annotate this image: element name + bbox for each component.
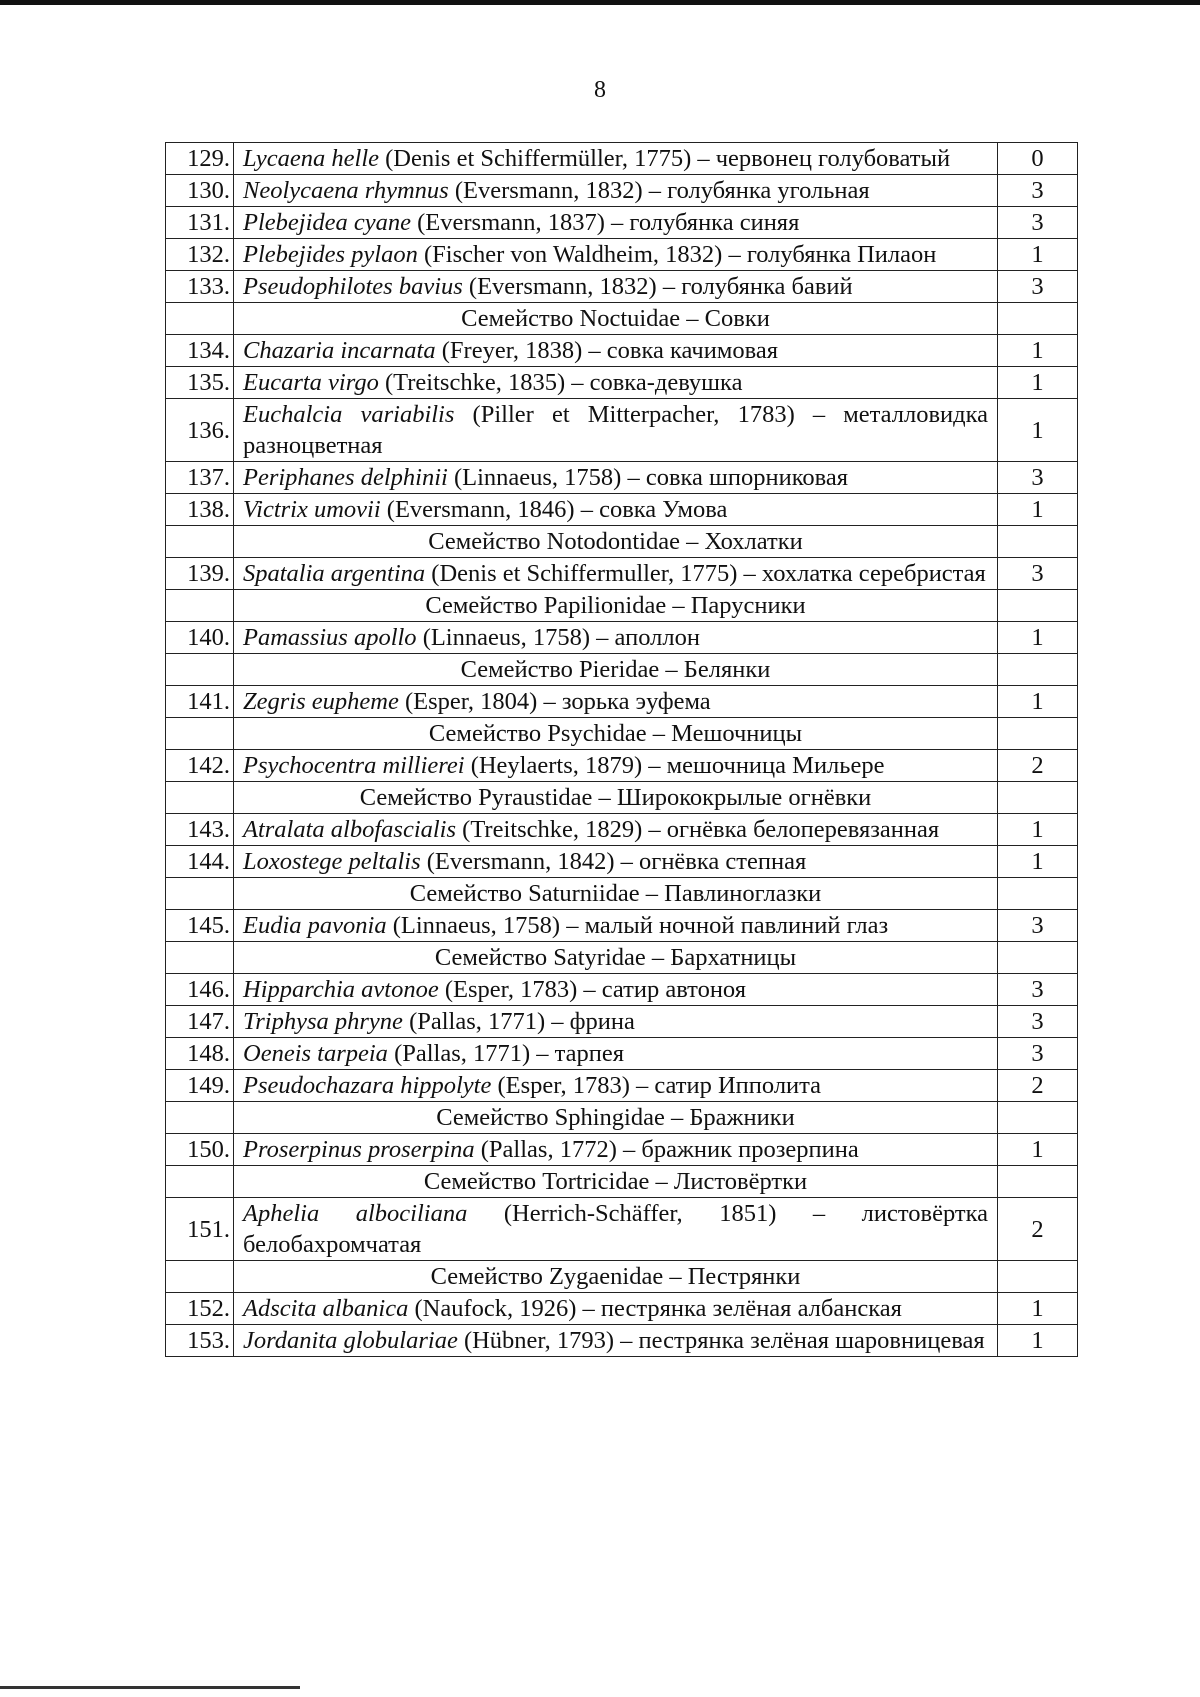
latin-name: Zegris eupheme <box>243 688 399 715</box>
author-and-common-name: (Eversmann, 1837) – голубянка синяя <box>411 209 800 236</box>
empty-category-cell <box>998 1166 1078 1198</box>
rarity-category: 1 <box>998 367 1078 399</box>
latin-name: Chazaria incarnata <box>243 337 436 364</box>
family-row <box>166 782 1078 814</box>
rarity-category: 3 <box>998 1038 1078 1070</box>
empty-category-cell <box>998 303 1078 335</box>
empty-number-cell <box>166 718 234 750</box>
empty-number-cell <box>166 1166 234 1198</box>
species-row <box>166 271 1078 303</box>
rarity-category: 3 <box>998 1006 1078 1038</box>
empty-number-cell <box>166 878 234 910</box>
row-number: 130. <box>166 175 234 207</box>
rarity-category: 1 <box>998 399 1078 462</box>
latin-name: Plebejides pylaon <box>243 241 418 268</box>
family-name: Семейство Tortricidae – Листовёртки <box>234 1166 998 1198</box>
species-name <box>234 271 998 303</box>
row-number: 138. <box>166 494 234 526</box>
row-number: 129. <box>166 143 234 175</box>
rarity-category: 1 <box>998 814 1078 846</box>
species-row <box>166 974 1078 1006</box>
species-name <box>234 974 998 1006</box>
species-row <box>166 367 1078 399</box>
species-name <box>234 686 998 718</box>
species-name <box>234 1134 998 1166</box>
species-name <box>234 239 998 271</box>
author-and-common-name: (Linnaeus, 1758) – аполлон <box>416 624 700 651</box>
species-row <box>166 558 1078 590</box>
author-and-common-name: (Pallas, 1771) – фрина <box>402 1008 635 1035</box>
latin-name: Euchalcia variabilis <box>243 401 455 428</box>
species-name <box>234 143 998 175</box>
empty-category-cell <box>998 590 1078 622</box>
latin-name: Eudia pavonia <box>243 912 387 939</box>
species-row <box>166 1293 1078 1325</box>
species-row <box>166 399 1078 462</box>
empty-number-cell <box>166 782 234 814</box>
latin-name: Pseudophilotes bavius <box>243 273 463 300</box>
rarity-category: 3 <box>998 910 1078 942</box>
latin-name: Atralata albofascialis <box>243 816 457 843</box>
family-name: Семейство Psychidae – Мешочницы <box>234 718 998 750</box>
species-name <box>234 1293 998 1325</box>
family-row <box>166 942 1078 974</box>
row-number: 147. <box>166 1006 234 1038</box>
row-number: 152. <box>166 1293 234 1325</box>
species-name <box>234 367 998 399</box>
rarity-category: 3 <box>998 271 1078 303</box>
author-and-common-name: (Pallas, 1771) – тарпея <box>387 1040 625 1067</box>
row-number: 133. <box>166 271 234 303</box>
rarity-category: 1 <box>998 239 1078 271</box>
author-and-common-name: (Esper, 1783) – сатир Ипполита <box>491 1072 822 1099</box>
author-and-common-name: (Esper, 1804) – зорька эуфема <box>398 688 711 715</box>
family-row <box>166 718 1078 750</box>
species-row <box>166 1325 1078 1357</box>
family-name: Семейство Zygaenidae – Пестрянки <box>234 1261 998 1293</box>
latin-name: Jordanita globulariae <box>243 1327 458 1354</box>
species-name <box>234 750 998 782</box>
species-row <box>166 1038 1078 1070</box>
row-number: 146. <box>166 974 234 1006</box>
rarity-category: 1 <box>998 1325 1078 1357</box>
species-row <box>166 494 1078 526</box>
empty-number-cell <box>166 303 234 335</box>
empty-category-cell <box>998 1261 1078 1293</box>
author-and-common-name: (Naufock, 1926) – пестрянка зелёная албанская <box>408 1295 902 1322</box>
latin-name: Hipparchia avtonoe <box>243 976 439 1003</box>
row-number: 149. <box>166 1070 234 1102</box>
species-row <box>166 143 1078 175</box>
species-name <box>234 1325 998 1357</box>
latin-name: Lycaena helle <box>243 145 380 172</box>
latin-name: Pamassius apollo <box>243 624 417 651</box>
species-name <box>234 335 998 367</box>
page-number: 8 <box>594 77 606 103</box>
latin-name: Loxostege peltalis <box>243 848 421 875</box>
author-and-common-name: (Pallas, 1772) – бражник прозерпина <box>474 1136 859 1163</box>
species-row <box>166 686 1078 718</box>
row-number: 132. <box>166 239 234 271</box>
family-name: Семейство Noctuidae – Совки <box>234 303 998 335</box>
species-row <box>166 462 1078 494</box>
author-and-common-name: (Denis et Schiffermüller, 1775) – червонец голубоватый <box>379 145 951 172</box>
author-and-common-name: (Eversmann, 1842) – огнёвка степная <box>420 848 807 875</box>
species-name <box>234 846 998 878</box>
author-and-common-name: (Heylaerts, 1879) – мешочница Мильере <box>464 752 885 779</box>
family-row <box>166 654 1078 686</box>
row-number: 136. <box>166 399 234 462</box>
family-name: Семейство Sphingidae – Бражники <box>234 1102 998 1134</box>
family-row <box>166 590 1078 622</box>
species-name <box>234 1038 998 1070</box>
row-number: 150. <box>166 1134 234 1166</box>
bottom-edge-rule <box>0 1686 300 1689</box>
latin-name: Oeneis tarpeia <box>243 1040 388 1067</box>
empty-category-cell <box>998 878 1078 910</box>
empty-category-cell <box>998 782 1078 814</box>
row-number: 135. <box>166 367 234 399</box>
rarity-category: 1 <box>998 335 1078 367</box>
species-name <box>234 207 998 239</box>
empty-category-cell <box>998 1102 1078 1134</box>
empty-number-cell <box>166 942 234 974</box>
rarity-category: 1 <box>998 1293 1078 1325</box>
species-name <box>234 494 998 526</box>
author-and-common-name: (Linnaeus, 1758) – малый ночной павлиний глаз <box>386 912 889 939</box>
author-and-common-name: (Eversmann, 1846) – совка Умова <box>380 496 728 523</box>
author-and-common-name: (Eversmann, 1832) – голубянка угольная <box>448 177 870 204</box>
family-name: Семейство Pieridae – Белянки <box>234 654 998 686</box>
author-and-common-name: (Piller et Mitterpacher, 1783) – металловидка разноцветная <box>243 401 989 459</box>
species-name <box>234 814 998 846</box>
species-name <box>234 399 998 462</box>
empty-number-cell <box>166 590 234 622</box>
empty-category-cell <box>998 526 1078 558</box>
author-and-common-name: (Treitschke, 1835) – совка-девушка <box>378 369 743 396</box>
author-and-common-name: (Linnaeus, 1758) – совка шпорниковая <box>447 464 849 491</box>
species-name <box>234 462 998 494</box>
latin-name: Eucarta virgo <box>243 369 379 396</box>
species-name <box>234 1070 998 1102</box>
latin-name: Victrix umovii <box>243 496 381 523</box>
rarity-category: 3 <box>998 974 1078 1006</box>
family-row <box>166 526 1078 558</box>
empty-number-cell <box>166 1261 234 1293</box>
latin-name: Neolycaena rhymnus <box>243 177 449 204</box>
species-name <box>234 1198 998 1261</box>
rarity-category: 1 <box>998 846 1078 878</box>
rarity-category: 2 <box>998 1198 1078 1261</box>
author-and-common-name: (Herrich-Schäffer, 1851) – листовёртка белобахромчатая <box>243 1200 989 1258</box>
rarity-category: 3 <box>998 207 1078 239</box>
latin-name: Aphelia albociliana <box>243 1200 468 1227</box>
species-name <box>234 175 998 207</box>
latin-name: Spatalia argentina <box>243 560 426 587</box>
latin-name: Proserpinus proserpina <box>243 1136 475 1163</box>
family-name: Семейство Notodontidae – Хохлатки <box>234 526 998 558</box>
latin-name: Adscita albanica <box>243 1295 409 1322</box>
rarity-category: 2 <box>998 750 1078 782</box>
species-row <box>166 175 1078 207</box>
species-row <box>166 239 1078 271</box>
row-number: 141. <box>166 686 234 718</box>
latin-name: Psychocentra millierei <box>243 752 465 779</box>
empty-category-cell <box>998 718 1078 750</box>
family-row <box>166 303 1078 335</box>
family-name: Семейство Satyridae – Бархатницы <box>234 942 998 974</box>
empty-category-cell <box>998 654 1078 686</box>
author-and-common-name: (Treitschke, 1829) – огнёвка белоперевязанная <box>456 816 940 843</box>
author-and-common-name: (Denis et Schiffermuller, 1775) – хохлатка серебристая <box>425 560 986 587</box>
author-and-common-name: (Eversmann, 1832) – голубянка бавий <box>462 273 853 300</box>
empty-number-cell <box>166 526 234 558</box>
species-row <box>166 750 1078 782</box>
latin-name: Triphysa phryne <box>243 1008 403 1035</box>
species-row <box>166 207 1078 239</box>
latin-name: Pseudochazara hippolyte <box>243 1072 492 1099</box>
rarity-category: 1 <box>998 494 1078 526</box>
rarity-category: 3 <box>998 462 1078 494</box>
row-number: 131. <box>166 207 234 239</box>
author-and-common-name: (Esper, 1783) – сатир автоноя <box>438 976 746 1003</box>
row-number: 140. <box>166 622 234 654</box>
author-and-common-name: (Hübner, 1793) – пестрянка зелёная шаровницевая <box>457 1327 985 1354</box>
rarity-category: 1 <box>998 686 1078 718</box>
rarity-category: 3 <box>998 175 1078 207</box>
species-row <box>166 622 1078 654</box>
species-row <box>166 335 1078 367</box>
rarity-category: 3 <box>998 558 1078 590</box>
latin-name: Plebejidea cyane <box>243 209 412 236</box>
species-row <box>166 846 1078 878</box>
author-and-common-name: (Fischer von Waldheim, 1832) – голубянка Пилаон <box>417 241 937 268</box>
species-row <box>166 1134 1078 1166</box>
species-name <box>234 910 998 942</box>
rarity-category: 1 <box>998 622 1078 654</box>
family-row <box>166 1166 1078 1198</box>
top-edge-rule <box>0 0 1200 5</box>
family-name: Семейство Pyraustidae – Ширококрылые огнёвки <box>234 782 998 814</box>
species-table-body <box>166 143 1078 1357</box>
row-number: 143. <box>166 814 234 846</box>
empty-number-cell <box>166 1102 234 1134</box>
row-number: 144. <box>166 846 234 878</box>
species-row <box>166 814 1078 846</box>
author-and-common-name: (Freyer, 1838) – совка качимовая <box>435 337 779 364</box>
row-number: 153. <box>166 1325 234 1357</box>
species-table <box>165 142 1078 1357</box>
rarity-category: 1 <box>998 1134 1078 1166</box>
family-row <box>166 1102 1078 1134</box>
species-name <box>234 558 998 590</box>
latin-name: Periphanes delphinii <box>243 464 448 491</box>
species-row <box>166 1006 1078 1038</box>
row-number: 148. <box>166 1038 234 1070</box>
row-number: 145. <box>166 910 234 942</box>
family-row <box>166 878 1078 910</box>
row-number: 134. <box>166 335 234 367</box>
family-row <box>166 1261 1078 1293</box>
family-name: Семейство Saturniidae – Павлиноглазки <box>234 878 998 910</box>
row-number: 142. <box>166 750 234 782</box>
rarity-category: 0 <box>998 143 1078 175</box>
rarity-category: 2 <box>998 1070 1078 1102</box>
species-name <box>234 622 998 654</box>
species-row <box>166 910 1078 942</box>
empty-number-cell <box>166 654 234 686</box>
species-row <box>166 1070 1078 1102</box>
species-row <box>166 1198 1078 1261</box>
row-number: 139. <box>166 558 234 590</box>
row-number: 137. <box>166 462 234 494</box>
species-name <box>234 1006 998 1038</box>
row-number: 151. <box>166 1198 234 1261</box>
family-name: Семейство Papilionidae – Парусники <box>234 590 998 622</box>
empty-category-cell <box>998 942 1078 974</box>
